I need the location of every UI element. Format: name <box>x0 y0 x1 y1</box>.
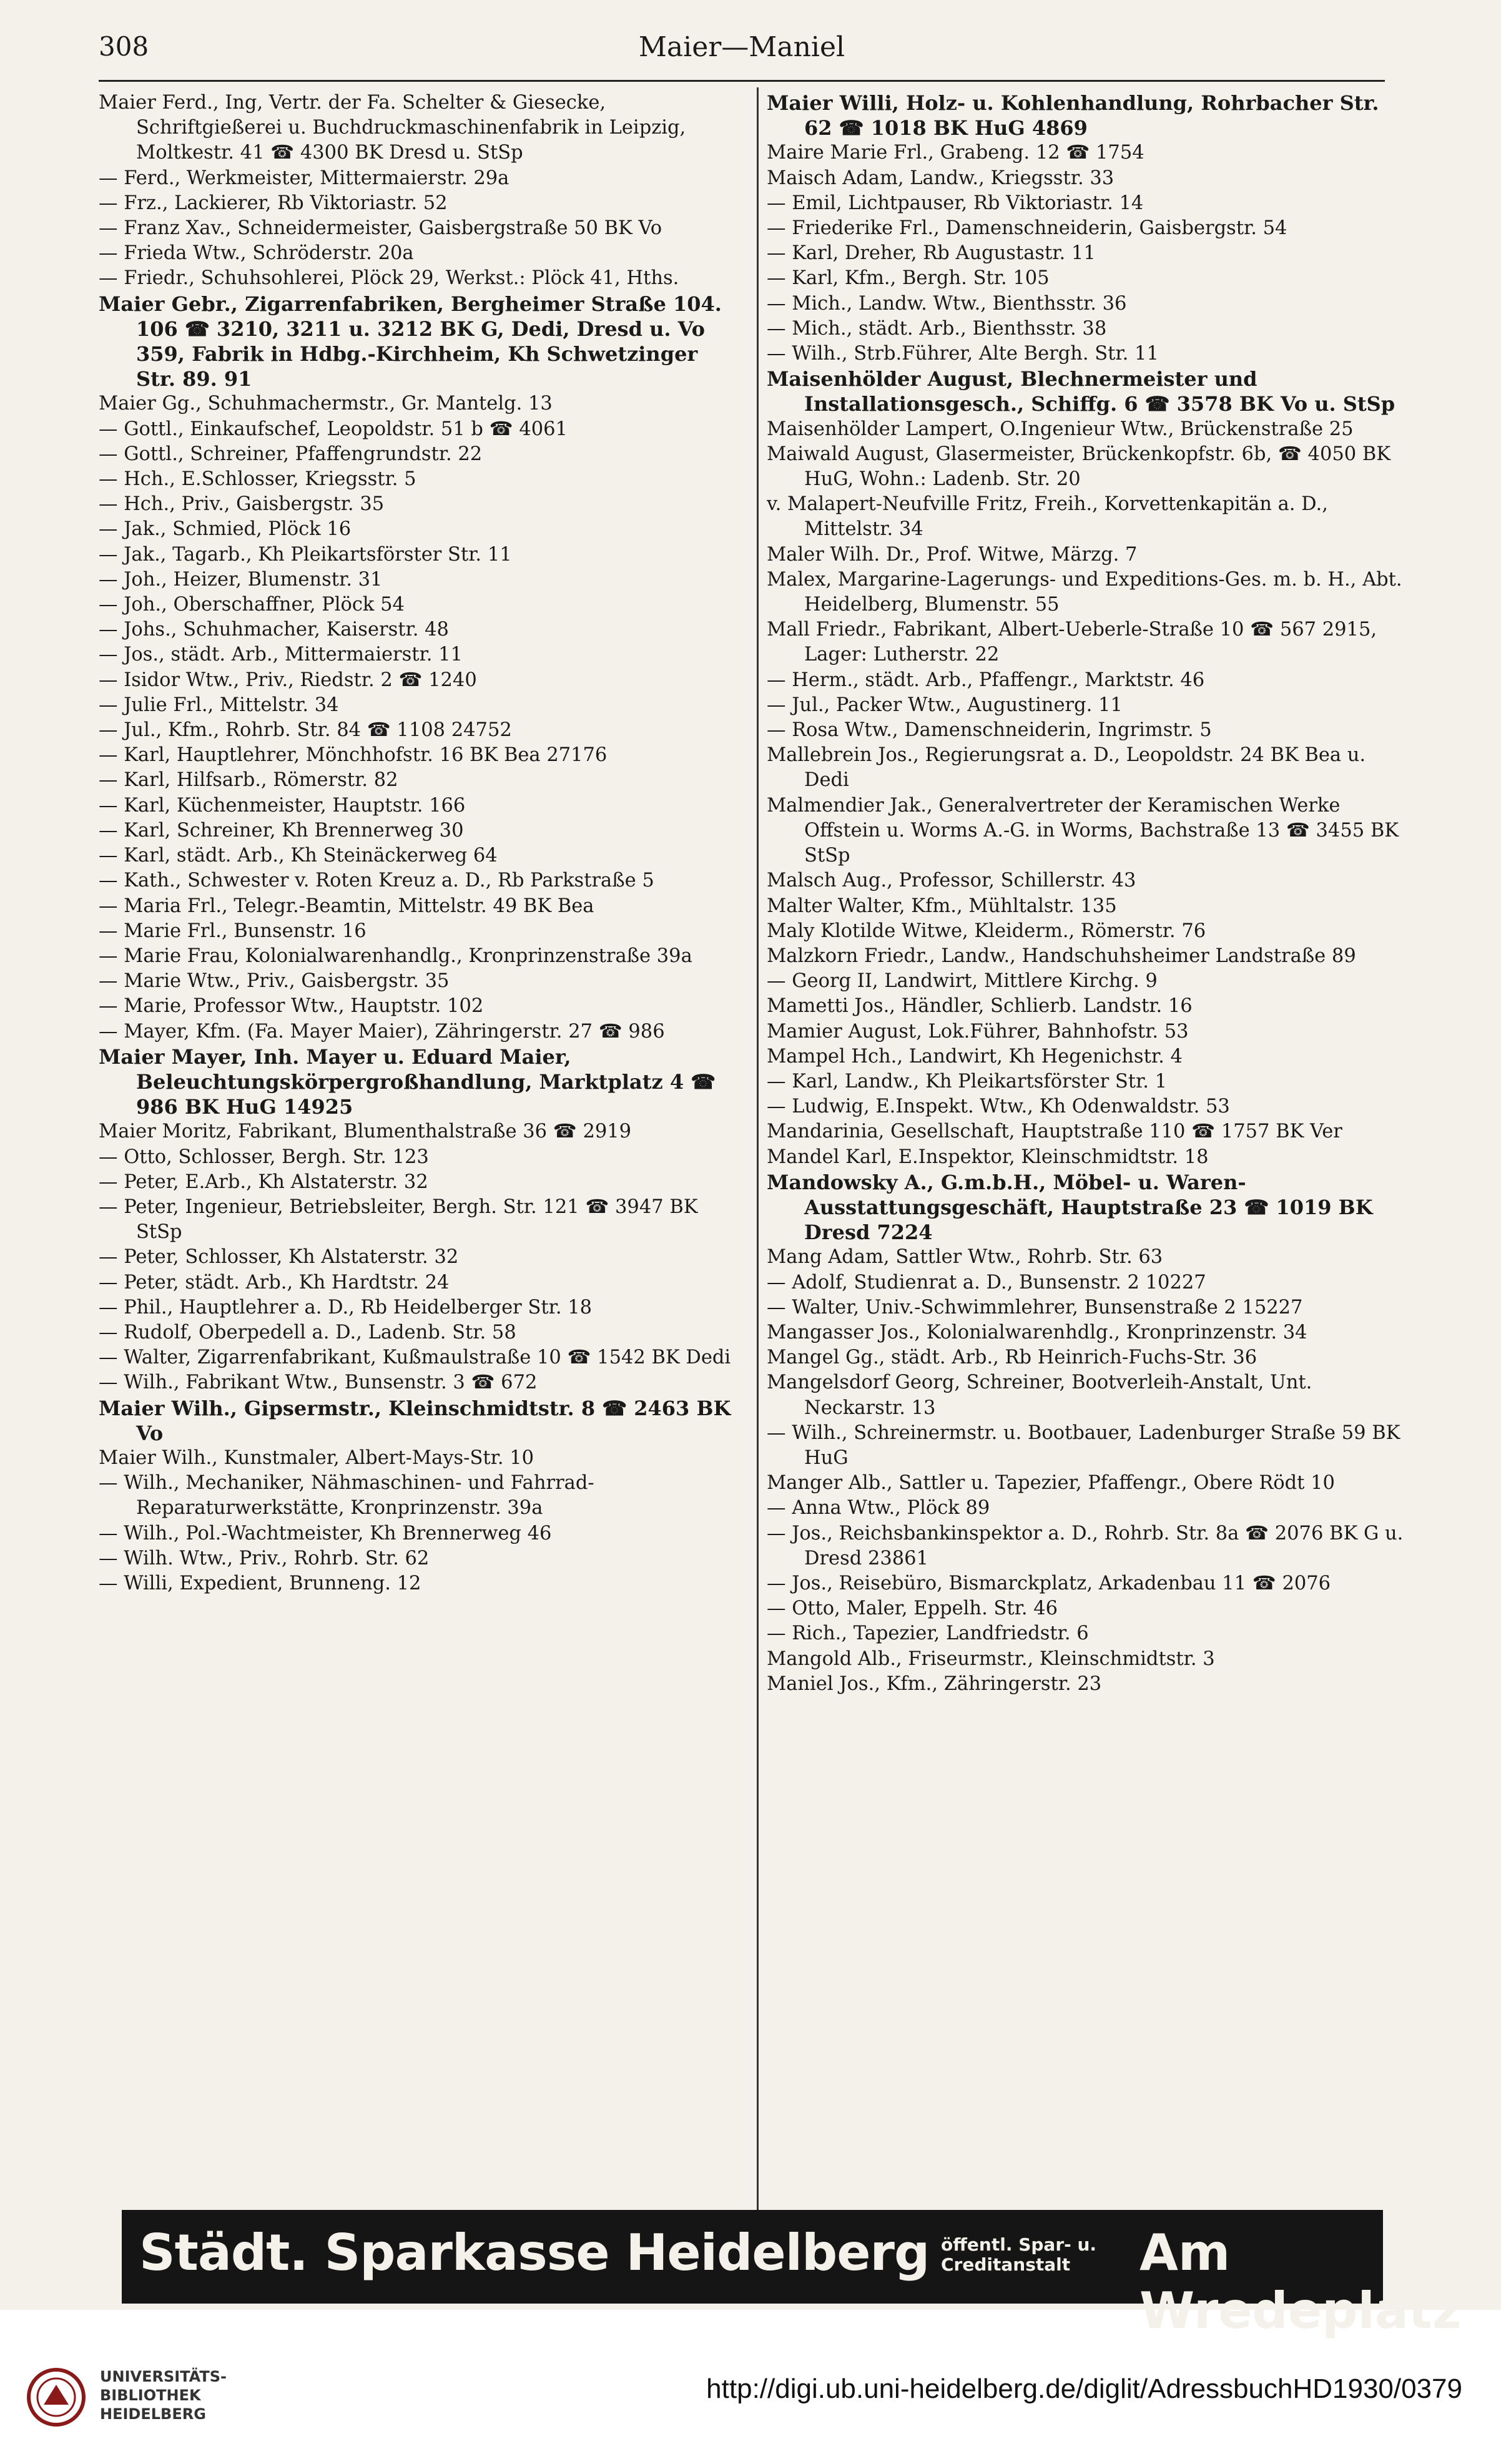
right-column <box>767 91 1410 2213</box>
banner-subtitle-line: öffentl. Spar- u. <box>941 2234 1097 2255</box>
directory-entry: — Hch., Priv., Gaisbergstr. 35 <box>99 493 385 516</box>
directory-entry: — Wilh., Mechaniker, Nähmaschinen- und Fahrrad-Reparaturwerkstätte, Kronprinzenstr. 39a <box>99 1472 594 1519</box>
directory-entry: — Peter, E.Arb., Kh Alstaterstr. 32 <box>99 1171 428 1193</box>
directory-entry: — Otto, Schlosser, Bergh. Str. 123 <box>99 1146 429 1168</box>
banner-subtitle-line: Creditanstalt <box>941 2254 1071 2275</box>
directory-entry: Maier Wilh., Kunstmaler, Albert-Mays-Str. 10 <box>99 1446 534 1469</box>
directory-entry: Mandowsky A., G.m.b.H., Möbel- u. Waren-Ausstattungsgeschäft, Hauptstraße 23 ☎ 1019 BK Dresd 7224 <box>767 1170 1373 1245</box>
directory-entry: Maier Moritz, Fabrikant, Blumenthalstraße 36 ☎ 2919 <box>99 1121 632 1143</box>
directory-entry: — Anna Wtw., Plöck 89 <box>767 1497 990 1519</box>
directory-entry: — Wilh., Pol.-Wachtmeister, Kh Brennerweg 46 <box>99 1522 552 1544</box>
banner-address: Am Wredeplatz <box>1139 2224 1462 2340</box>
directory-entry: — Isidor Wtw., Priv., Riedstr. 2 ☎ 1240 <box>99 669 477 691</box>
directory-entry: — Joh., Heizer, Blumenstr. 31 <box>99 568 383 591</box>
directory-entry: — Herm., städt. Arb., Pfaffengr., Marktstr. 46 <box>767 669 1205 691</box>
directory-entry: — Jos., städt. Arb., Mittermaierstr. 11 <box>99 644 463 666</box>
directory-entry: Manger Alb., Sattler u. Tapezier, Pfaffengr., Obere Rödt 10 <box>767 1472 1335 1495</box>
directory-entry: Maier Willi, Holz- u. Kohlenhandlung, Rohrbacher Str. 62 ☎ 1018 BK HuG 4869 <box>767 91 1379 140</box>
directory-entry: Maier Ferd., Ing, Vertr. der Fa. Schelter & Giesecke, Schriftgießerei u. Buchdruckmaschinenfabrik in Leipzig, Moltkestr. 41 ☎ 4300 BK Dresd u. StSp <box>99 92 686 164</box>
left-column <box>99 91 742 2213</box>
directory-entry: — Jos., Reisebüro, Bismarckplatz, Arkadenbau 11 ☎ 2076 <box>767 1572 1331 1594</box>
directory-entry: Maier Wilh., Gipsermstr., Kleinschmidtstr. 8 ☎ 2463 BK Vo <box>99 1396 731 1445</box>
directory-entry: Mametti Jos., Händler, Schlierb. Landstr. 16 <box>767 995 1193 1018</box>
directory-entry: Mandarinia, Gesellschaft, Hauptstraße 110 ☎ 1757 BK Ver <box>767 1121 1342 1143</box>
directory-entry: Mangel Gg., städt. Arb., Rb Heinrich-Fuchs-Str. 36 <box>767 1347 1257 1369</box>
directory-entry: — Rosa Wtw., Damenschneiderin, Ingrimstr. 5 <box>767 719 1212 742</box>
directory-entry: Malter Walter, Kfm., Mühltalstr. 135 <box>767 895 1117 917</box>
directory-entry: — Marie Frau, Kolonialwarenhandlg., Kronprinzenstraße 39a <box>99 945 692 967</box>
directory-entry: Mandel Karl, E.Inspektor, Kleinschmidtstr. 18 <box>767 1146 1209 1168</box>
library-logo[interactable] <box>25 2360 227 2435</box>
directory-entry: Mallebrein Jos., Regierungsrat a. D., Leopoldstr. 24 BK Bea u. Dedi <box>767 744 1366 792</box>
directory-entry: — Ferd., Werkmeister, Mittermaierstr. 29a <box>99 167 509 189</box>
directory-entry: — Wilh., Fabrikant Wtw., Bunsenstr. 3 ☎ 672 <box>99 1372 538 1394</box>
directory-entry: Maier Gg., Schuhmachermstr., Gr. Mantelg. 13 <box>99 393 553 415</box>
directory-entry: — Jak., Schmied, Plöck 16 <box>99 518 352 541</box>
directory-entry: — Julie Frl., Mittelstr. 34 <box>99 694 339 716</box>
directory-entry: Maisenhölder Lampert, O.Ingenieur Wtw., Brückenstraße 25 <box>767 418 1354 440</box>
directory-entry: — Marie Frl., Bunsenstr. 16 <box>99 920 367 942</box>
directory-entry: Mampel Hch., Landwirt, Kh Hegenichstr. 4 <box>767 1045 1183 1068</box>
directory-entry: — Marie Wtw., Priv., Gaisbergstr. 35 <box>99 970 450 993</box>
directory-entry: — Karl, Schreiner, Kh Brennerweg 30 <box>99 819 464 842</box>
directory-entry: — Karl, städt. Arb., Kh Steinäckerweg 64 <box>99 845 498 867</box>
directory-entry: Malsch Aug., Professor, Schillerstr. 43 <box>767 870 1136 892</box>
directory-entry: Mang Adam, Sattler Wtw., Rohrb. Str. 63 <box>767 1246 1163 1269</box>
directory-entry: — Rich., Tapezier, Landfriedstr. 6 <box>767 1622 1089 1645</box>
directory-entry: — Georg II, Landwirt, Mittlere Kirchg. 9 <box>767 970 1158 993</box>
library-name-line: BIBLIOTHEK <box>100 2387 201 2404</box>
directory-entry: Mangold Alb., Friseurmstr., Kleinschmidtstr. 3 <box>767 1647 1215 1670</box>
directory-entry: — Rudolf, Oberpedell a. D., Ladenb. Str. 58 <box>99 1321 516 1343</box>
banner-subtitle <box>941 2235 1096 2275</box>
directory-entry: Maire Marie Frl., Grabeng. 12 ☎ 1754 <box>767 142 1144 164</box>
directory-entry: — Marie, Professor Wtw., Hauptstr. 102 <box>99 995 484 1018</box>
directory-entry: — Maria Frl., Telegr.-Beamtin, Mittelstr. 49 BK Bea <box>99 895 594 917</box>
directory-entry: — Willi, Expedient, Brunneng. 12 <box>99 1572 421 1594</box>
directory-entry: — Mich., Landw. Wtw., Bienthsstr. 36 <box>767 292 1127 315</box>
directory-entry: — Karl, Landw., Kh Pleikartsförster Str. 1 <box>767 1070 1168 1092</box>
directory-entry: — Karl, Hauptlehrer, Mönchhofstr. 16 BK Bea 27176 <box>99 744 608 767</box>
directory-entry: — Jak., Tagarb., Kh Pleikartsförster Str. 11 <box>99 543 512 566</box>
directory-entry: Maiwald August, Glasermeister, Brückenkopfstr. 6b, ☎ 4050 BK HuG, Wohn.: Ladenb. Str. 20 <box>767 443 1391 491</box>
directory-entry: — Johs., Schuhmacher, Kaiserstr. 48 <box>99 619 449 641</box>
directory-entry: — Adolf, Studienrat a. D., Bunsenstr. 2 10227 <box>767 1271 1206 1293</box>
directory-entry: Mamier August, Lok.Führer, Bahnhofstr. 53 <box>767 1020 1189 1043</box>
running-head: Maier—Maniel <box>638 31 845 63</box>
directory-entry: — Mayer, Kfm. (Fa. Mayer Maier), Zähringerstr. 27 ☎ 986 <box>99 1020 665 1043</box>
directory-entry: Malex, Margarine-Lagerungs- und Expeditions-Ges. m. b. H., Abt. Heidelberg, Blumenstr. 55 <box>767 568 1402 616</box>
directory-entry: — Friederike Frl., Damenschneiderin, Gaisbergstr. 54 <box>767 217 1287 240</box>
directory-entry: Malmendier Jak., Generalvertreter der Keramischen Werke Offstein u. Worms A.-G. in Worms, Bachstraße 13 ☎ 3455 BK StSp <box>767 794 1399 867</box>
directory-entry: — Otto, Maler, Eppelh. Str. 46 <box>767 1598 1058 1620</box>
library-name-line: UNIVERSITÄTS- <box>100 2368 227 2385</box>
directory-entry: — Gottl., Schreiner, Pfaffengrundstr. 22 <box>99 443 483 465</box>
page-header <box>99 31 1385 75</box>
column-divider <box>757 87 759 2216</box>
directory-entry: — Gottl., Einkaufschef, Leopoldstr. 51 b ☎ 4061 <box>99 418 568 440</box>
directory-entry: — Phil., Hauptlehrer a. D., Rb Heidelberger Str. 18 <box>99 1296 593 1318</box>
library-name <box>100 2367 227 2423</box>
directory-entry: — Jul., Packer Wtw., Augustinerg. 11 <box>767 694 1123 716</box>
directory-entry: v. Malapert-Neufville Fritz, Freih., Korvettenkapitän a. D., Mittelstr. 34 <box>767 493 1328 541</box>
directory-entry: — Karl, Dreher, Rb Augustastr. 11 <box>767 242 1096 265</box>
header-rule <box>99 80 1385 82</box>
directory-entry: — Frieda Wtw., Schröderstr. 20a <box>99 242 414 265</box>
directory-entry: — Karl, Kfm., Bergh. Str. 105 <box>767 267 1050 290</box>
directory-entry: — Jul., Kfm., Rohrb. Str. 84 ☎ 1108 24752 <box>99 719 512 742</box>
directory-entry: — Peter, Schlosser, Kh Alstaterstr. 32 <box>99 1246 459 1269</box>
directory-entry: Mall Friedr., Fabrikant, Albert-Ueberle-Straße 10 ☎ 567 2915, Lager: Lutherstr. 22 <box>767 619 1377 666</box>
library-seal-icon <box>25 2366 87 2428</box>
directory-entry: Maisenhölder August, Blechnermeister und Installationsgesch., Schiffg. 6 ☎ 3578 BK Vo u. StSp <box>767 367 1395 416</box>
directory-entry: Mangelsdorf Georg, Schreiner, Bootverleih-Anstalt, Unt. Neckarstr. 13 <box>767 1372 1312 1419</box>
directory-entry: — Jos., Reichsbankinspektor a. D., Rohrb. Str. 8a ☎ 2076 BK G u. Dresd 23861 <box>767 1522 1404 1569</box>
directory-entry: — Wilh., Strb.Führer, Alte Bergh. Str. 11 <box>767 343 1159 365</box>
directory-entry: Maier Gebr., Zigarrenfabriken, Bergheimer Straße 104. 106 ☎ 3210, 3211 u. 3212 BK G, Dedi, Dresd u. Vo 359, Fabrik in Hdbg.-Kirchheim, Kh Schwetzinger Str. 89. 91 <box>99 292 722 391</box>
directory-entry: Maler Wilh. Dr., Prof. Witwe, Märzg. 7 <box>767 543 1138 566</box>
directory-entry: — Franz Xav., Schneidermeister, Gaisbergstraße 50 BK Vo <box>99 217 662 240</box>
directory-entry: Maisch Adam, Landw., Kriegsstr. 33 <box>767 167 1115 189</box>
directory-entry: — Peter, städt. Arb., Kh Hardtstr. 24 <box>99 1271 450 1293</box>
directory-entry: Malzkorn Friedr., Landw., Handschuhsheimer Landstraße 89 <box>767 945 1356 967</box>
directory-entry: — Wilh. Wtw., Priv., Rohrb. Str. 62 <box>99 1547 430 1569</box>
directory-entry: — Karl, Hilfsarb., Römerstr. 82 <box>99 769 398 792</box>
directory-entry: — Wilh., Schreinermstr. u. Bootbauer, Ladenburger Straße 59 BK HuG <box>767 1421 1400 1469</box>
directory-entry: — Emil, Lichtpauser, Rb Viktoriastr. 14 <box>767 192 1144 214</box>
directory-entry: Maier Mayer, Inh. Mayer u. Eduard Maier, Beleuchtungskörpergroßhandlung, Marktplatz 4 ☎ 986 BK HuG 14925 <box>99 1044 716 1119</box>
directory-entry: — Ludwig, E.Inspekt. Wtw., Kh Odenwaldstr. 53 <box>767 1096 1230 1118</box>
library-name-line: HEIDELBERG <box>100 2405 206 2423</box>
directory-entry: — Hch., E.Schlosser, Kriegsstr. 5 <box>99 468 416 491</box>
directory-entry: — Friedr., Schuhsohlerei, Plöck 29, Werkst.: Plöck 41, Hths. <box>99 267 679 290</box>
directory-entry: — Joh., Oberschaffner, Plöck 54 <box>99 594 405 616</box>
banner-bank-name: Städt. Sparkasse Heidelberg <box>139 2224 930 2282</box>
advertisement-banner <box>122 2210 1462 2340</box>
directory-entry: — Karl, Küchenmeister, Hauptstr. 166 <box>99 794 466 817</box>
directory-entry: — Mich., städt. Arb., Bienthsstr. 38 <box>767 317 1107 340</box>
directory-entry: — Frz., Lackierer, Rb Viktoriastr. 52 <box>99 192 448 214</box>
directory-entry: — Walter, Univ.-Schwimmlehrer, Bunsenstraße 2 15227 <box>767 1296 1303 1318</box>
directory-entry: Maly Klotilde Witwe, Kleiderm., Römerstr. 76 <box>767 920 1206 942</box>
directory-entry: — Kath., Schwester v. Roten Kreuz a. D., Rb Parkstraße 5 <box>99 870 654 892</box>
page-number: 308 <box>99 31 149 62</box>
source-url-link[interactable]: http://digi.ub.uni-heidelberg.de/diglit/AdressbuchHD1930/0379 <box>706 2373 1462 2404</box>
directory-entry: — Peter, Ingenieur, Betriebsleiter, Bergh. Str. 121 ☎ 3947 BK StSp <box>99 1195 698 1244</box>
directory-entry: — Walter, Zigarrenfabrikant, Kußmaulstraße 10 ☎ 1542 BK Dedi <box>99 1347 731 1369</box>
directory-entry: Maniel Jos., Kfm., Zähringerstr. 23 <box>767 1672 1102 1695</box>
directory-entry: Mangasser Jos., Kolonialwarenhdlg., Kronprinzenstr. 34 <box>767 1321 1307 1343</box>
